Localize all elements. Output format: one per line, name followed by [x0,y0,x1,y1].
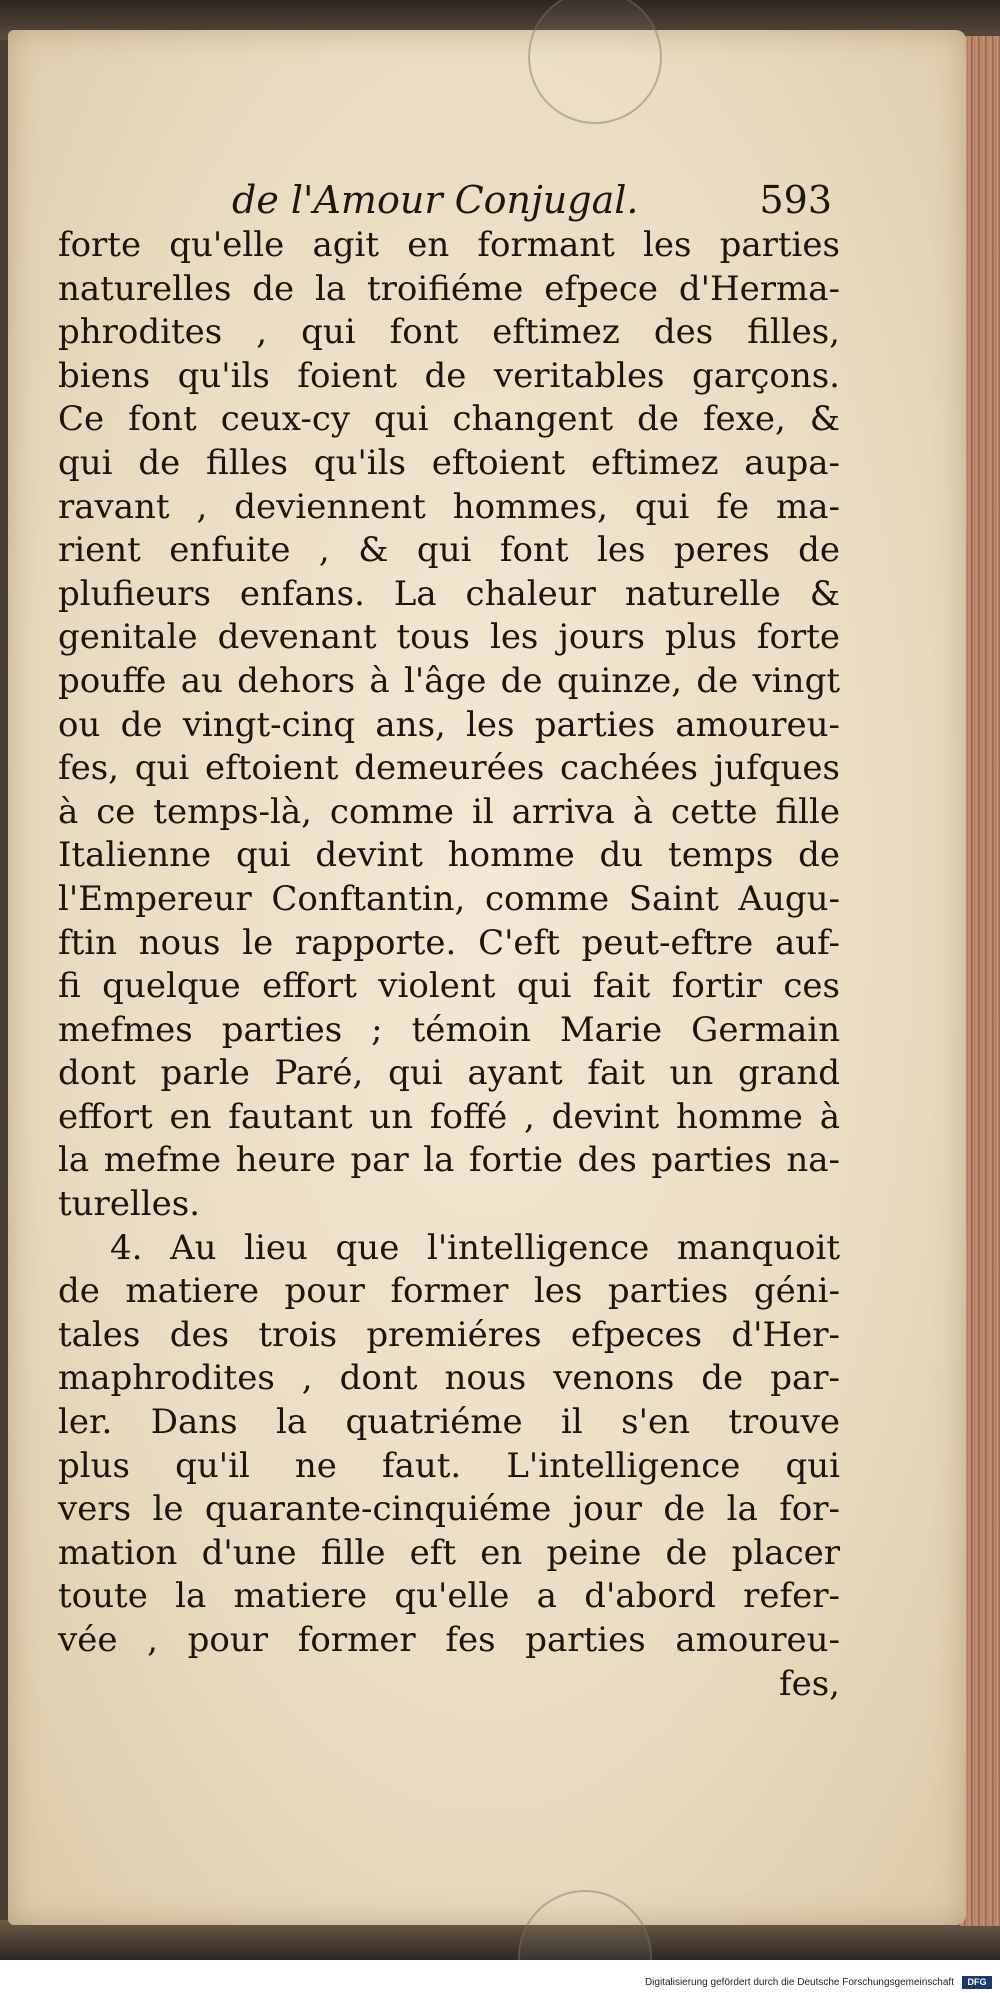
book-cover-bottom-edge [0,1920,1000,1960]
text-line: tales des trois premiéres efpeces d'Her- [58,1314,840,1355]
text-line: plufieurs enfans. La chaleur naturelle & [58,573,840,614]
text-line: ravant , deviennent hommes, qui fe ma- [58,486,840,527]
text-line: maphrodites , dont nous venons de par- [58,1358,840,1399]
catchword: fes, [779,1663,840,1704]
glass-clamp-top [528,0,662,124]
text-line: toute la matiere qu'elle a d'abord refer- [58,1576,840,1617]
dfg-logo: DFG [962,1976,992,1989]
page-header [232,178,832,228]
text-line: fi quelque effort violent qui fait fortir ces [58,966,840,1007]
text-line: effort en fautant un foffé , devint homme à [58,1096,840,1137]
text-line: genitale devenant tous les jours plus forte [58,617,840,658]
text-line: Ce font ceux-cy qui changent de fexe, & [58,399,840,440]
text-line: à ce temps-là, comme il arriva à cette fille [58,791,840,832]
text-line: naturelles de la troifiéme efpece d'Herma- [58,268,840,309]
text-line: Italienne qui devint homme du temps de [58,835,840,876]
text-line: qui de filles qu'ils eftoient eftimez aupa- [58,442,840,483]
paragraph-start-line: 4. Au lieu que l'intelligence manquoit [110,1227,840,1268]
digitization-credit: Digitalisierung gefördert durch die Deutsche Forschungsgemeinschaft [644,1977,954,1988]
text-line: ler. Dans la quatriéme il s'en trouve [58,1402,840,1443]
text-line: forte qu'elle agit en formant les parties [58,225,840,265]
text-line: rient enfuite , & qui font les peres de [58,530,840,571]
text-line: la mefme heure par la fortie des parties na- [58,1140,840,1181]
page-number: 593 [759,178,832,222]
page-fore-edge [960,36,1000,1926]
text-line: dont parle Paré, qui ayant fait un grand [58,1053,840,1094]
text-line: ftin nous le rapporte. C'eft peut-eftre auf- [58,922,840,963]
text-line: vers le quarante-cinquiéme jour de la for- [58,1489,840,1530]
running-title: de l'Amour Conjugal. [232,178,639,222]
text-line: biens qu'ils foient de veritables garçons. [58,355,840,396]
text-line: mation d'une fille eft en peine de placer [58,1532,840,1573]
text-line: l'Empereur Conftantin, comme Saint Augu- [58,878,840,919]
text-line: ou de vingt-cinq ans, les parties amoureu- [58,704,840,745]
body-text [58,224,840,1706]
text-line: de matiere pour former les parties géni- [58,1271,840,1312]
text-line: fes, qui eftoient demeurées cachées jufques [58,748,840,789]
text-line: plus qu'il ne faut. L'intelligence qui [58,1445,840,1486]
text-line: turelles. [58,1184,201,1225]
text-line: mefmes parties ; témoin Marie Germain [58,1009,840,1050]
text-line: pouffe au dehors à l'âge de quinze, de vingt [58,660,840,701]
text-line: phrodites , qui font eftimez des filles, [58,312,840,353]
text-line: vée , pour former fes parties amoureu- [58,1620,840,1660]
